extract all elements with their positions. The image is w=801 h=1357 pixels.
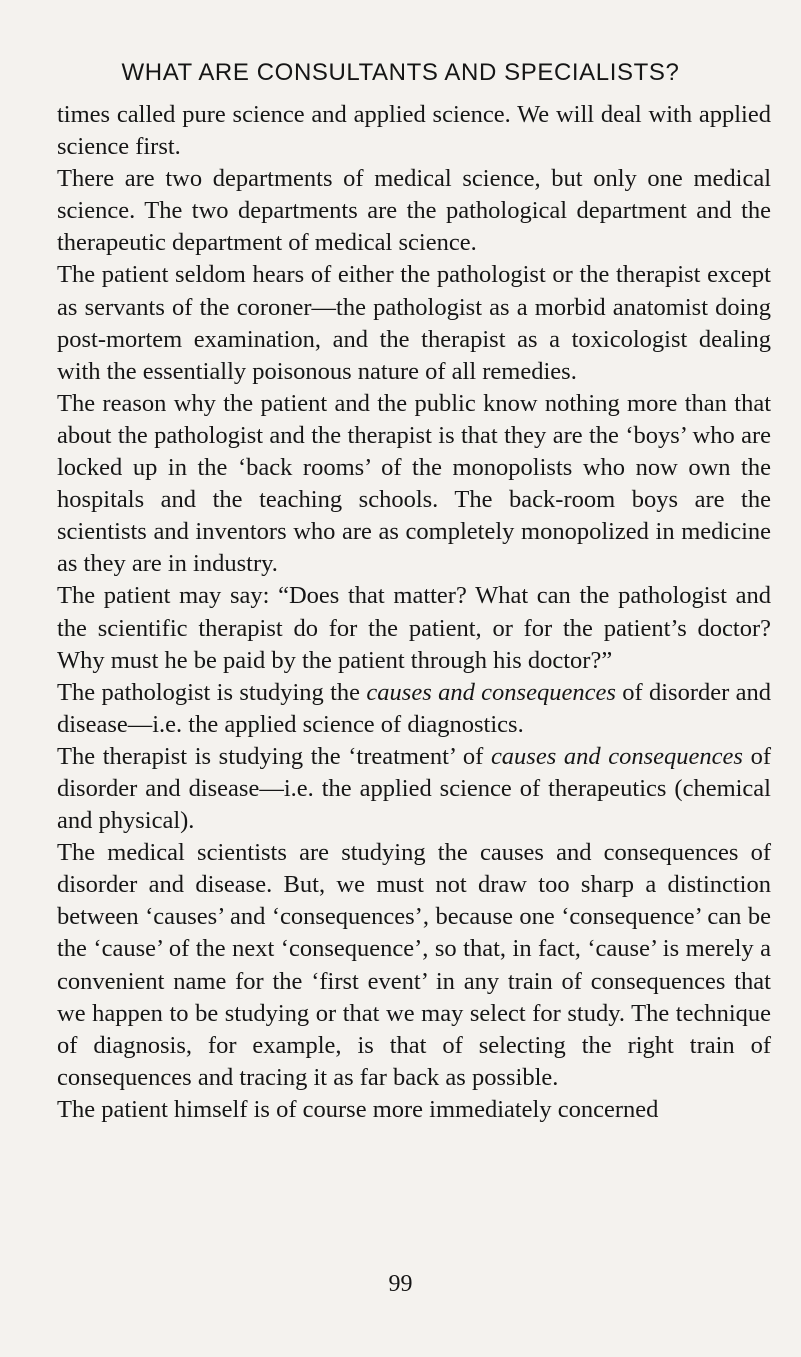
page-number: 99 [388, 1271, 413, 1297]
running-head: WHAT ARE CONSULTANTS AND SPECIALISTS? [121, 59, 680, 86]
paragraph-7-text: The therapist is studying the ‘treatment’ of [57, 742, 491, 770]
paragraph-1: times called pure science and applied science. We will deal with applied science first. [57, 101, 771, 161]
paragraph-2: There are two departments of medical science, but only one medical science. The two departments are the pathological department and the therapeutic department of medical science. [57, 165, 771, 257]
paragraph-3: The patient seldom hears of either the pathologist or the therapist except as servants of the coroner—the pathologist as a morbid anatomist doing post-mortem examination, and the therapist as a toxicologist dealing with the essentially poisonous nature of all remedies. [57, 261, 771, 385]
paragraph-6-text: The pathologist is studying the [57, 678, 367, 706]
paragraph-6 [57, 677, 771, 741]
paragraph-6-emphasis: causes and consequences [366, 678, 616, 706]
paragraph-7-text-end: of disorder and disease—i.e. the applied science of therapeutics (chemical and physical). [57, 742, 771, 835]
paragraph-6-text-end: of disorder and disease—i.e. the applied science of diagnostics. [57, 678, 771, 738]
paragraph-8: The medical scientists are studying the causes and consequences of disorder and disease. But, we must not draw too sharp a distinction between ‘causes’ and ‘consequences’, because one ‘consequence’ can be the ‘cause’ of the next ‘consequence’, so that, in fact, ‘cause’ is merely a convenient name for the ‘first event’ in any train of consequences that we happen to be studying or that we may select for study. The technique of diagnosis, for example, is that of selecting the right train of consequences and tracing it as far back as possible. [57, 839, 771, 1091]
body-text [57, 99, 771, 1126]
paragraph-9: The patient himself is of course more immediately concerned [57, 1095, 659, 1123]
paragraph-4: The reason why the patient and the public know nothing more than that about the pathologist and the therapist is that they are the ‘boys’ who are locked up in the ‘back rooms’ of the monopolists who now own the hospitals and the teaching schools. The back-room boys are the scientists and inventors who are as completely monopolized in medicine as they are in industry. [57, 389, 771, 578]
paragraph-5: The patient may say: “Does that matter? What can the pathologist and the scientific therapist do for the patient, or for the patient’s doctor? Why must he be paid by the patient through his doctor?” [57, 582, 771, 674]
paragraph-7-emphasis: causes and consequences [490, 742, 743, 770]
paragraph-7 [57, 741, 771, 837]
